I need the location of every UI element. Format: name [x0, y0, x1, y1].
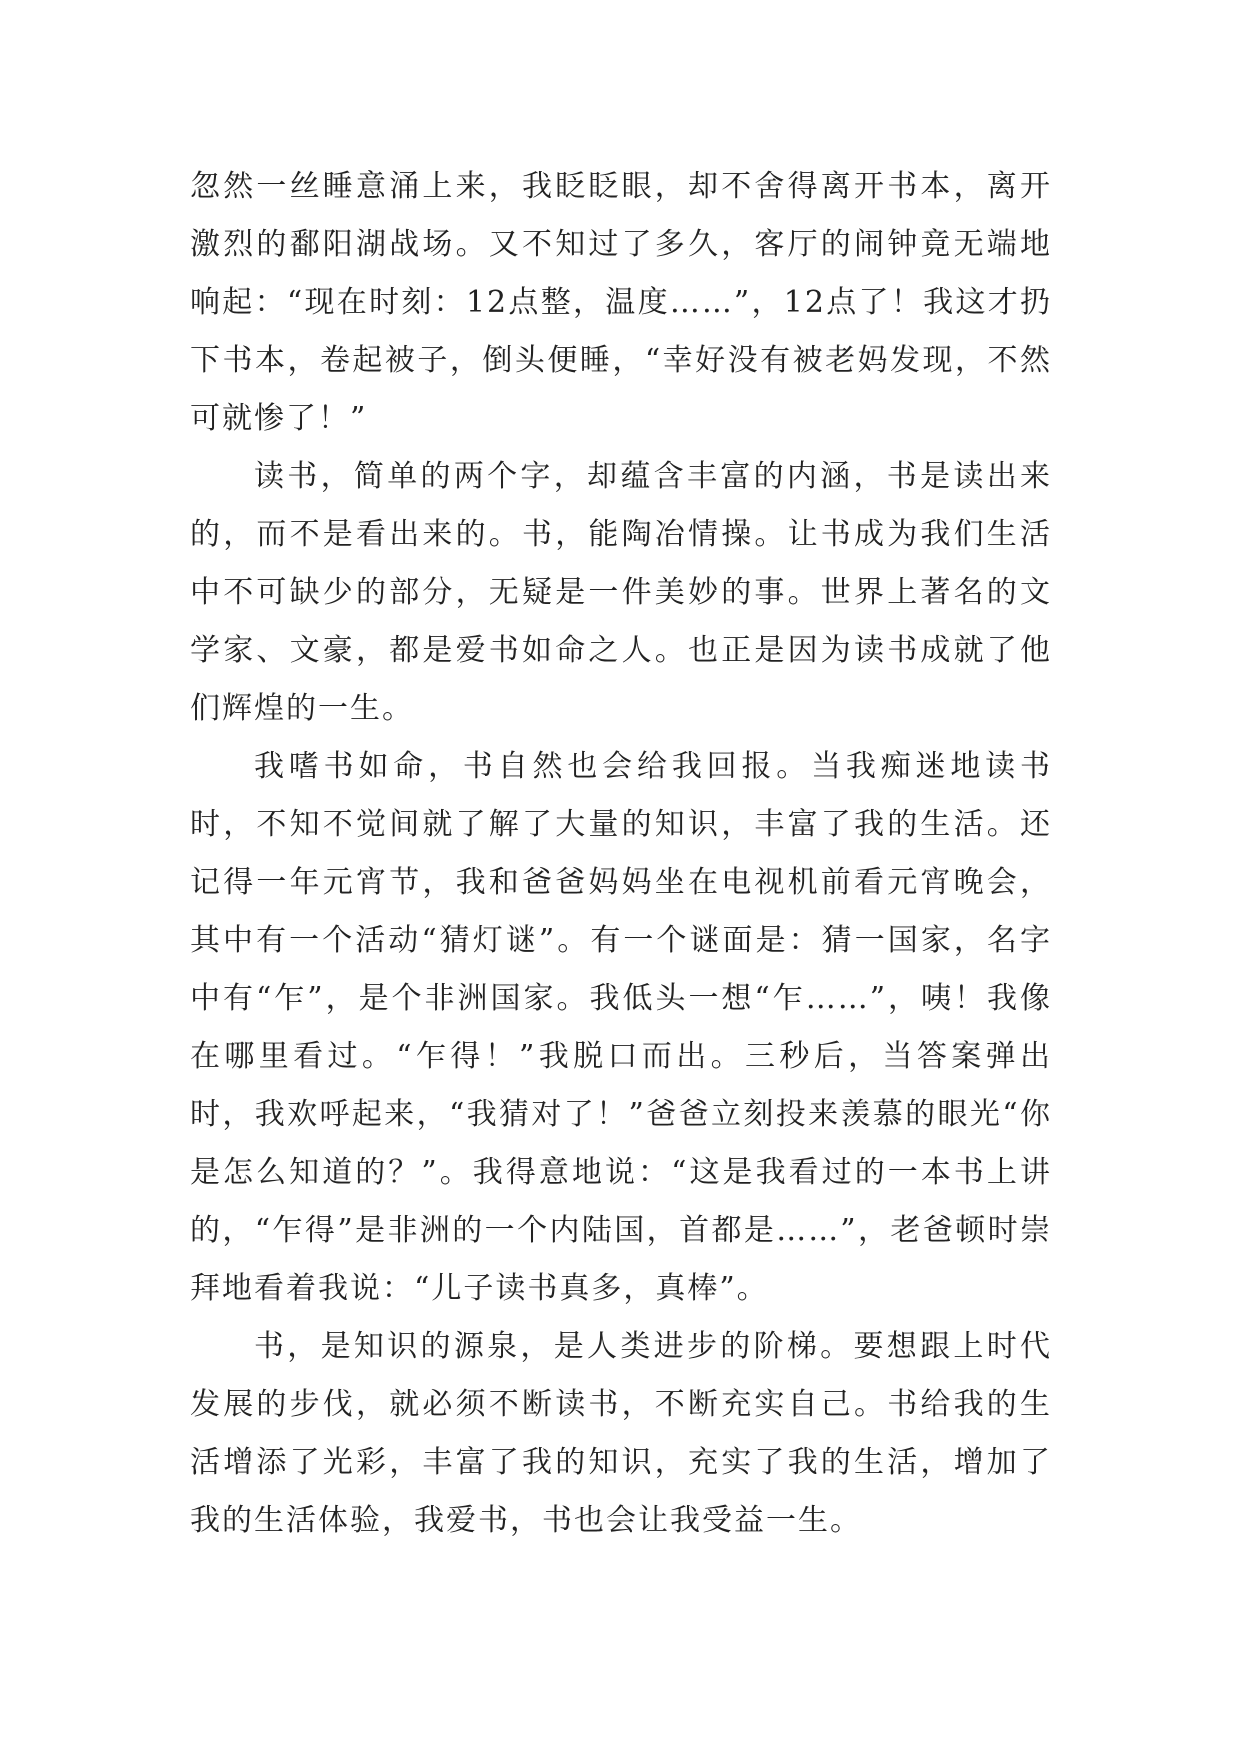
paragraph-4: 书，是知识的源泉，是人类进步的阶梯。要想跟上时代发展的步伐，就必须不断读书，不断充实自己。书给我的生活增添了光彩，丰富了我的知识，充实了我的生活，增加了我的生活体验，我爱书，书也会让我受益一生。 [190, 1329, 1052, 1538]
paragraph-1: 忽然一丝睡意涌上来，我眨眨眼，却不舍得离开书本，离开激烈的鄱阳湖战场。又不知过了多久，客厅的闹钟竟无端地响起：“现在时刻：12点整，温度……”，12点了！我这才扔下书本，卷起被子，倒头便睡，“幸好没有被老妈发现，不然可就惨了！” [190, 169, 1052, 436]
paragraph-2: 读书，简单的两个字，却蕴含丰富的内涵，书是读出来的，而不是看出来的。书，能陶冶情操。让书成为我们生活中不可缺少的部分，无疑是一件美妙的事。世界上著名的文学家、文豪，都是爱书如命之人。也正是因为读书成就了他们辉煌的一生。 [190, 459, 1052, 726]
paragraph-3: 我嗜书如命，书自然也会给我回报。当我痴迷地读书时，不知不觉间就了解了大量的知识，丰富了我的生活。还记得一年元宵节，我和爸爸妈妈坐在电视机前看元宵晚会，其中有一个活动“猜灯谜”。有一个谜面是：猜一国家，名字中有“乍”，是个非洲国家。我低头一想“乍……”，咦！我像在哪里看过。“乍得！”我脱口而出。三秒后，当答案弹出时，我欢呼起来，“我猜对了！”爸爸立刻投来羡慕的眼光“你是怎么知道的？”。我得意地说：“这是我看过的一本书上讲的，“乍得”是非洲的一个内陆国，首都是……”，老爸顿时崇拜地看着我说：“儿子读书真多，真棒”。 [190, 749, 1052, 1306]
document-body [190, 158, 1052, 1550]
